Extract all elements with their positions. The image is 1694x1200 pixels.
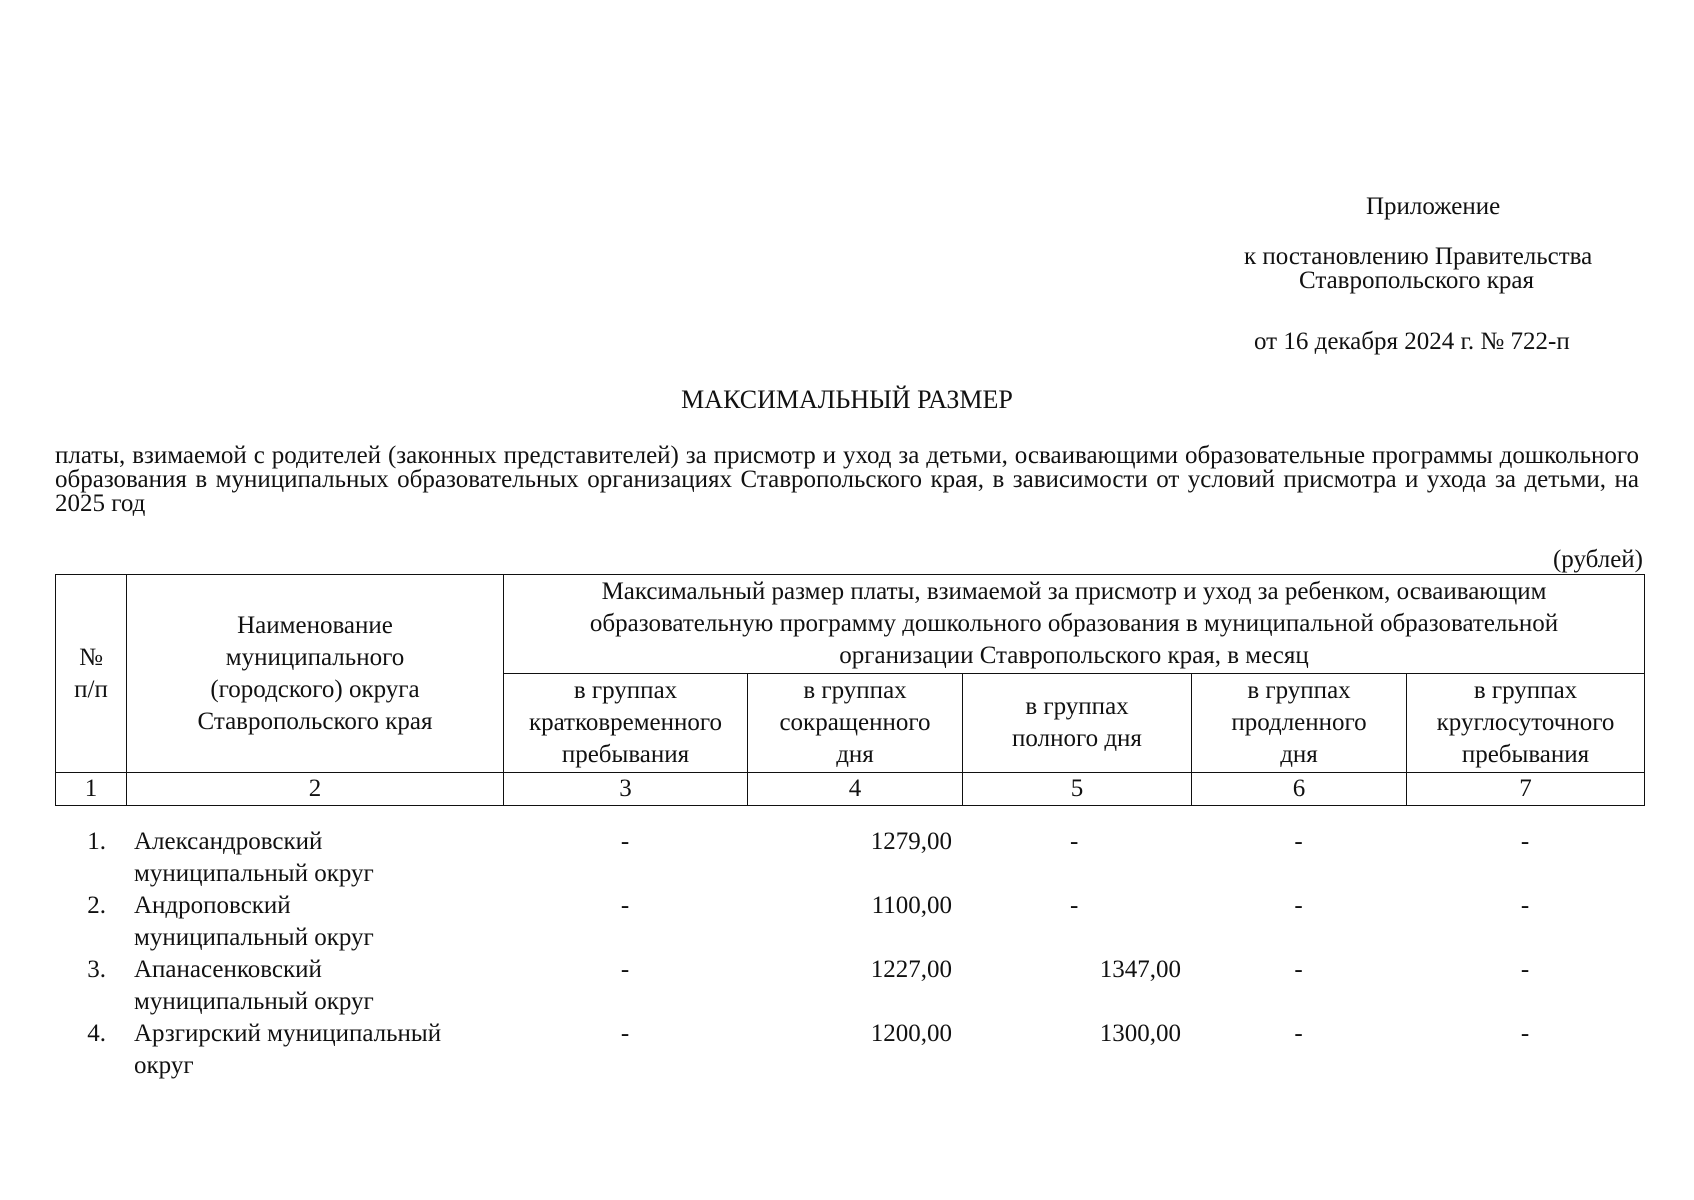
column-number-1: 1 xyxy=(56,773,127,806)
column-header-name: Наименование муниципального (городского) округа Ставропольского края xyxy=(127,575,504,773)
column-header-full-day: в группах полного дня xyxy=(963,674,1192,773)
appendix-reference-line-2: Ставропольского края xyxy=(1299,267,1534,294)
table-row xyxy=(55,890,1644,954)
short-stay-fee: - xyxy=(620,1020,630,1047)
short-stay-fee: - xyxy=(620,828,630,855)
reduced-day-fee: 1100,00 xyxy=(871,892,952,919)
reduced-day-fee: 1200,00 xyxy=(870,1020,952,1047)
round-the-clock-fee: - xyxy=(1520,956,1530,983)
column-header-number: № п/п xyxy=(56,575,127,773)
column-header-reduced-day: в группах сокращенного дня xyxy=(748,674,963,773)
appendix-reference-line-1: к постановлению Правительства xyxy=(1244,243,1593,270)
column-header-short-stay: в группах кратковременного пребывания xyxy=(504,674,748,773)
full-day-fee: - xyxy=(1070,892,1079,919)
document-title: МАКСИМАЛЬНЫЙ РАЗМЕР xyxy=(681,385,1013,414)
column-number-7: 7 xyxy=(1407,773,1645,806)
full-day-fee: - xyxy=(1070,828,1079,855)
appendix-label: Приложение xyxy=(1366,193,1501,220)
row-number: 2. xyxy=(87,892,106,919)
reduced-day-fee: 1227,00 xyxy=(870,956,952,983)
extended-day-fee: - xyxy=(1294,892,1303,919)
full-day-fee: 1300,00 xyxy=(1099,1020,1181,1047)
row-number: 4. xyxy=(87,1020,106,1047)
column-number-4: 4 xyxy=(748,773,963,806)
column-header-round-the-clock: в группах круглосуточного пребывания xyxy=(1407,674,1645,773)
column-number-3: 3 xyxy=(504,773,748,806)
units-label: (рублей) xyxy=(1552,546,1643,573)
short-stay-fee: - xyxy=(620,956,630,983)
row-number: 1. xyxy=(87,828,106,855)
table-row xyxy=(55,954,1644,1018)
municipality-name: Александровский муниципальный округ xyxy=(134,828,374,887)
appendix-date: от 16 декабря 2024 г. № 722-п xyxy=(1254,328,1570,355)
reduced-day-fee: 1279,00 xyxy=(870,828,952,855)
short-stay-fee: - xyxy=(620,892,630,919)
extended-day-fee: - xyxy=(1294,1020,1303,1047)
row-number: 3. xyxy=(87,956,106,983)
municipality-name: Арзгирский муниципальный округ xyxy=(134,1020,442,1079)
municipality-name: Апанасенковский муниципальный округ xyxy=(134,956,374,1015)
extended-day-fee: - xyxy=(1294,956,1303,983)
full-day-fee: 1347,00 xyxy=(1099,956,1181,983)
column-number-2: 2 xyxy=(127,773,504,806)
round-the-clock-fee: - xyxy=(1520,1020,1530,1047)
municipality-name: Андроповский муниципальный округ xyxy=(134,892,374,951)
column-number-6: 6 xyxy=(1192,773,1407,806)
table-row xyxy=(55,1018,1644,1082)
document-subtitle: платы, взимаемой с родителей (законных представителей) за присмотр и уход за детьми, осваивающими образовательные программы дошкольного образования в муниципальных образовательных организациях Ставропольского края, в зависимости от условий присмотра и ухода за детьми, на 2025 год xyxy=(55,442,1639,517)
column-number-5: 5 xyxy=(963,773,1192,806)
extended-day-fee: - xyxy=(1294,828,1303,855)
column-group-header: Максимальный размер платы, взимаемой за присмотр и уход за ребенком, осваивающим образовательную программу дошкольного образования в муниципальной образовательной организации Ставропольского края, в месяц xyxy=(504,575,1645,674)
table-row xyxy=(55,826,1644,890)
round-the-clock-fee: - xyxy=(1520,828,1530,855)
round-the-clock-fee: - xyxy=(1520,892,1530,919)
column-header-extended-day: в группах продленного дня xyxy=(1192,674,1407,773)
fee-table-body xyxy=(55,826,1644,1082)
fee-table-header xyxy=(55,574,1645,806)
